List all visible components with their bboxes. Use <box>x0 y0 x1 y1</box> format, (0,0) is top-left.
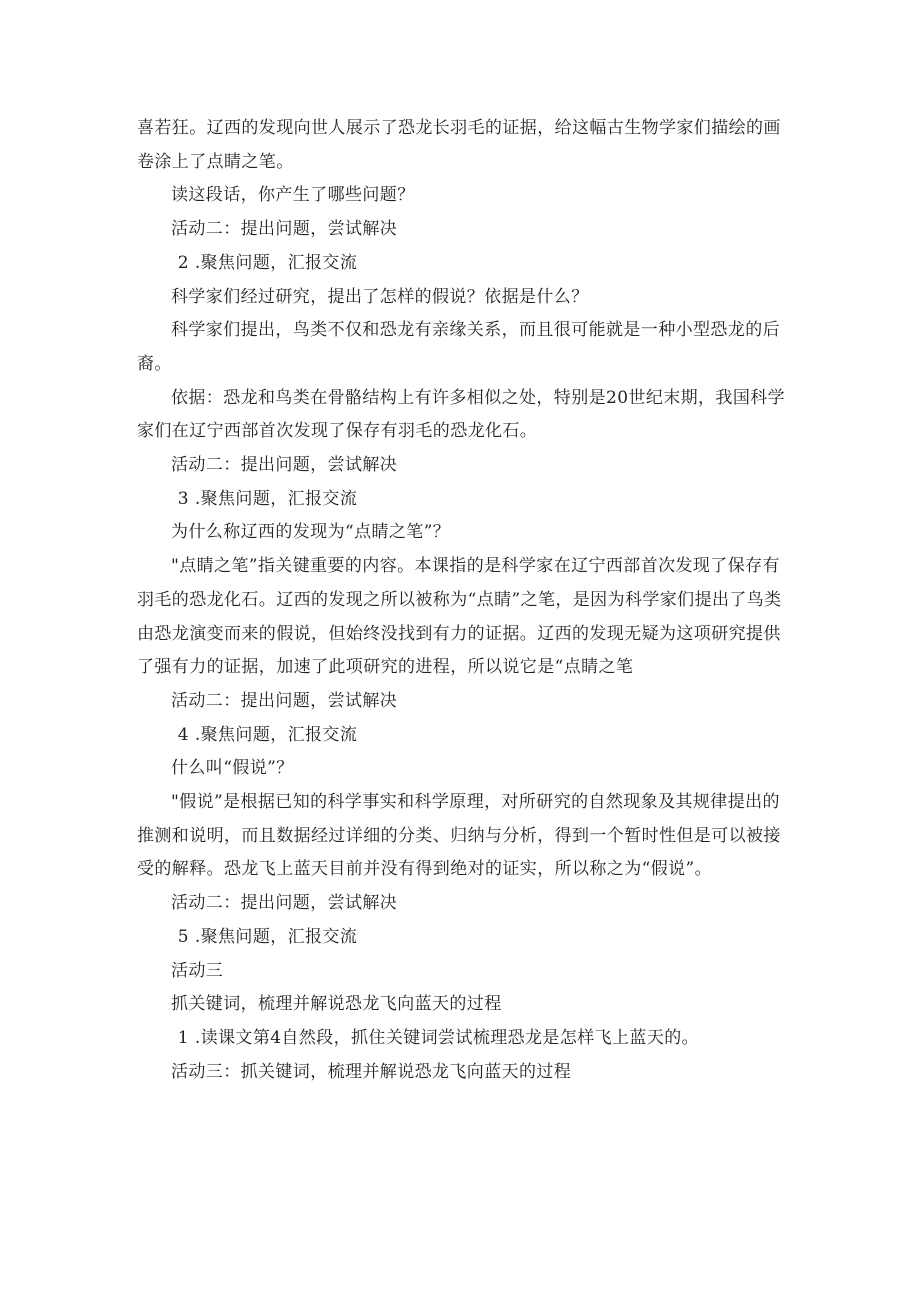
activity-heading: 活动三：抓关键词，梳理并解说恐龙飞向蓝天的过程 <box>171 1061 572 1082</box>
activity-heading: 活动二：提出问题，尝试解决 <box>171 893 398 914</box>
paragraph-question: 为什么称辽西的发现为“点睛之笔”？ <box>171 522 451 543</box>
paragraph-answer: "假说”是根据已知的科学事实和科学原理，对所研究的自然现象及其规律提出的推测和说明，而且数据经过详细的分类、归纳与分析，得到一个暂时性但是可以被接受的解释。恐龙飞上蓝天目前并没有得到绝对的证实，所以称之为“假说”。 <box>137 792 781 880</box>
numbered-item: 1 .读课文第4自然段，抓住关键词尝试梳理恐龙是怎样飞上蓝天的。 <box>177 1027 700 1048</box>
paragraph-question: 科学家们经过研究，提出了怎样的假说？依据是什么？ <box>171 286 589 307</box>
numbered-item: 2 .聚焦问题，汇报交流 <box>177 252 358 273</box>
numbered-item: 3 .聚焦问题，汇报交流 <box>177 488 358 509</box>
activity-heading: 活动三 <box>171 960 224 981</box>
numbered-item: 4 .聚焦问题，汇报交流 <box>177 724 358 745</box>
paragraph-continuation: 喜若狂。辽西的发现向世人展示了恐龙长羽毛的证据，给这幅古生物学家们描绘的画卷涂上了点睛之笔。 <box>137 118 781 172</box>
document-body <box>137 112 789 1089</box>
paragraph-answer: "点睛之笔”指关键重要的内容。本课指的是科学家在辽宁西部首次发现了保存有羽毛的恐龙化石。辽西的发现之所以被称为“点睛”之笔，是因为科学家们提出了鸟类由恐龙演变而来的假说，但始终没找到有力的证据。辽西的发现无疑为这项研究提供了强有力的证据，加速了此项研究的进程，所以说它是“点睛之笔 <box>137 556 782 678</box>
activity-heading: 活动二：提出问题，尝试解决 <box>171 455 398 476</box>
activity-heading: 活动二：提出问题，尝试解决 <box>171 690 398 711</box>
paragraph-evidence: 依据：恐龙和鸟类在骨骼结构上有许多相似之处，特别是20世纪末期，我国科学家们在辽宁西部首次发现了保存有羽毛的恐龙化石。 <box>137 387 786 442</box>
activity-heading: 活动二：提出问题，尝试解决 <box>171 219 398 240</box>
paragraph-question-prompt: 读这段话，你产生了哪些问题？ <box>171 185 415 206</box>
paragraph-answer: 科学家们提出，鸟类不仅和恐龙有亲缘关系，而且很可能就是一种小型恐龙的后裔。 <box>137 320 780 374</box>
paragraph-task: 抓关键词，梳理并解说恐龙飞向蓝天的过程 <box>171 994 502 1015</box>
paragraph-question: 什么叫“假说”？ <box>171 758 294 779</box>
numbered-item: 5 .聚焦问题，汇报交流 <box>177 926 358 947</box>
